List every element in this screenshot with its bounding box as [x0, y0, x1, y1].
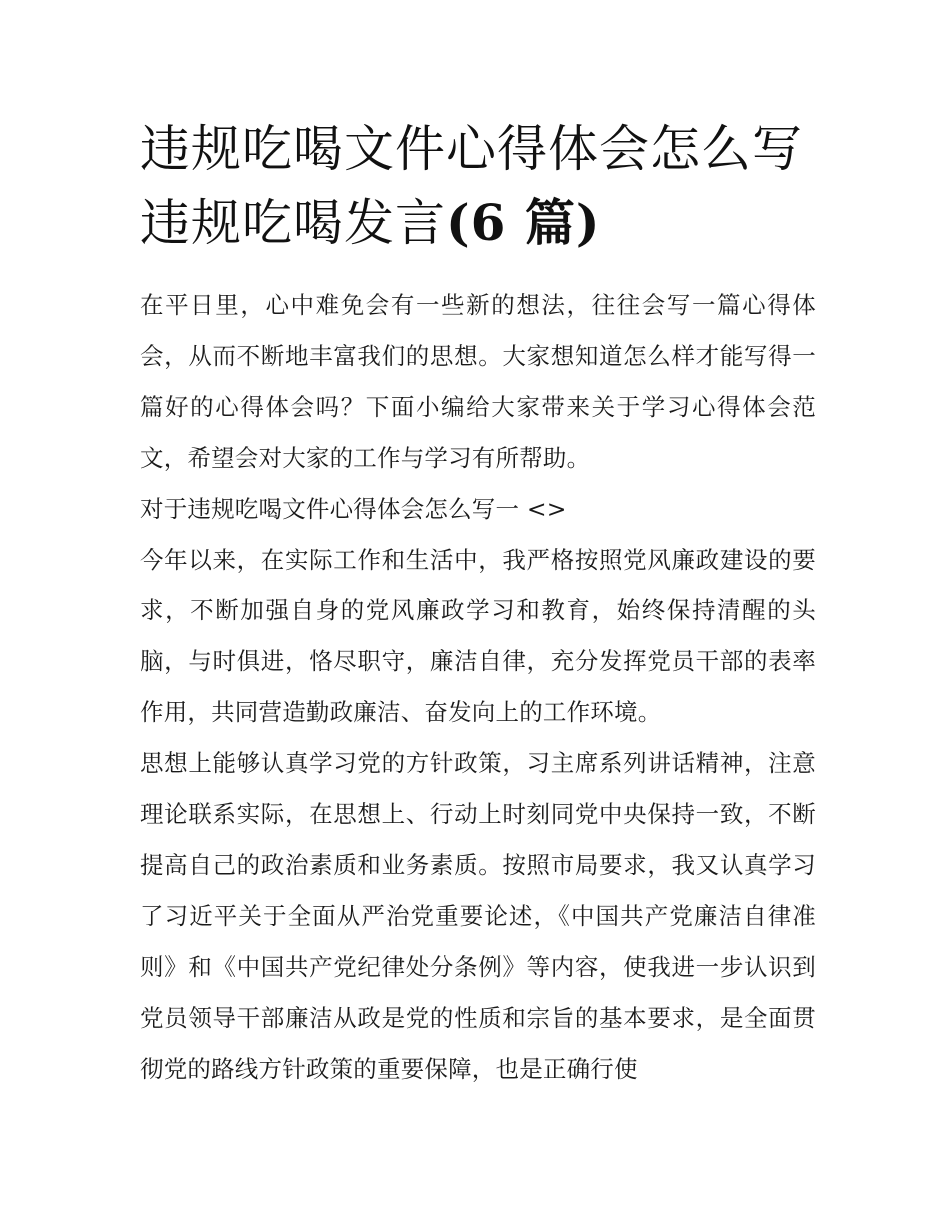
document-title [140, 112, 820, 260]
body-paragraph: 今年以来，在实际工作和生活中，我严格按照党风廉政建设的要求，不断加强自身的党风廉政学习和教育，始终保持清醒的头脑，与时俱进，恪尽职守，廉洁自律，充分发挥党员干部的表率作用，共同营造勤政廉洁、奋发向上的工作环境。 [140, 545, 816, 727]
title-main: 违规吃喝文件心得体会怎么写违规吃喝发言 [140, 120, 803, 252]
document-body [140, 280, 816, 1095]
body-paragraph: 思想上能够认真学习党的方针政策，习主席系列讲话精神，注意理论联系实际，在思想上、行动上时刻同党中央保持一致，不断提高自己的政治素质和业务素质。按照市局要求，我又认真学习了习近平关于全面从严治党重要论述，《中国共产党廉洁自律准则》和《中国共产党纪律处分条例》等内容，使我进一步认识到党员领导干部廉洁从政是党的性质和宗旨的基本要求，是全面贯彻党的路线方针政策的重要保障，也是正确行使 [140, 749, 816, 1083]
section-heading: 对于违规吃喝文件心得体会怎么写一 <> [140, 494, 567, 523]
intro-paragraph: 在平日里，心中难免会有一些新的想法，往往会写一篇心得体会，从而不断地丰富我们的思想。大家想知道怎么样才能写得一篇好的心得体会吗？下面小编给大家带来关于学习心得体会范文，希望会对大家的工作与学习有所帮助。 [140, 291, 816, 472]
title-suffix: (6 篇) [446, 193, 601, 252]
